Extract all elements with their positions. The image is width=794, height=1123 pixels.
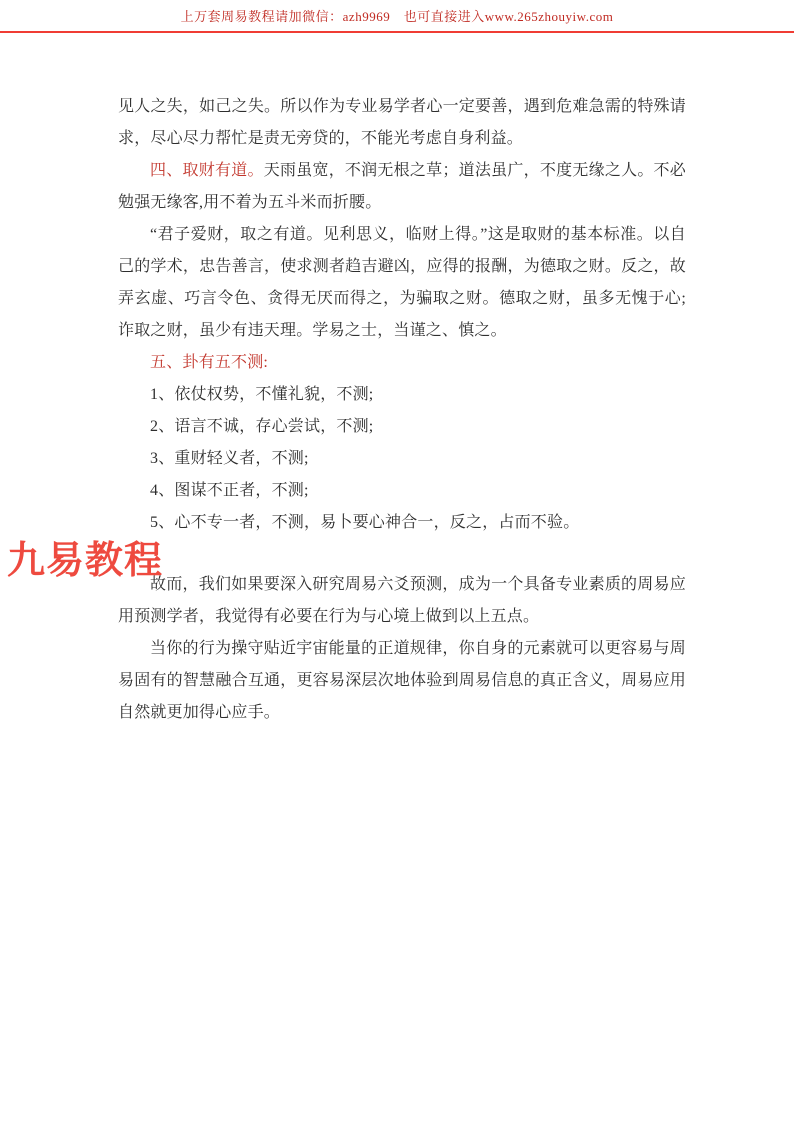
paragraph — [118, 633, 686, 729]
list-item — [118, 443, 686, 475]
paragraph — [118, 569, 686, 633]
list-item — [118, 379, 686, 411]
paragraph — [118, 91, 686, 155]
paragraph-text: 当你的行为操守贴近宇宙能量的正道规律，你自身的元素就可以更容易与周易固有的智慧融合互通，更容易深层次地体验到周易信息的真正含义，周易应用自然就更加得心应手。 — [118, 640, 686, 721]
list-item — [118, 475, 686, 507]
list-item — [118, 411, 686, 443]
paragraph-text: 天雨虽宽，不润无根之草；道法虽广，不度无缘之人。不必勉强无缘客,用不着为五斗米而折腰。 — [118, 162, 687, 211]
paragraph — [118, 347, 686, 379]
paragraph — [118, 219, 686, 347]
list-item-text: 5、心不专一者，不测，易卜要心神合一，反之，占而不验。 — [150, 514, 580, 531]
section-heading-5: 五、卦有五不测: — [150, 354, 269, 371]
paragraph-text: “君子爱财，取之有道。见利思义，临财上得。”这是取财的基本标准。以自己的学术，忠告善言，使求测者趋吉避凶，应得的报酬，为德取之财。反之，故弄玄虚、巧言令色、贪得无厌而得之，为骗取之财。德取之财，虽多无愧于心;诈取之财，虽少有违天理。学易之士，当谨之、慎之。 — [118, 226, 686, 339]
paragraph-text: 故而，我们如果要深入研究周易六爻预测，成为一个具备专业素质的周易应用预测学者，我觉得有必要在行为与心境上做到以上五点。 — [118, 576, 686, 625]
list-item-text: 2、语言不诚，存心尝试，不测; — [150, 418, 374, 435]
paragraph-text: 见人之失，如己之失。所以作为专业易学者心一定要善，遇到危难急需的特殊请求，尽心尽力帮忙是责无旁贷的，不能光考虑自身利益。 — [118, 98, 686, 147]
section-heading-4: 四、取财有道。 — [150, 162, 264, 179]
list-item — [118, 507, 686, 539]
list-item-text: 4、图谋不正者，不测; — [150, 482, 309, 499]
page-header-watermark-text: 上万套周易教程请加微信：azh9969 也可直接进入www.265zhouyiw.com — [180, 9, 614, 24]
list-item-text: 1、依仗权势，不懂礼貌，不测; — [150, 386, 374, 403]
paragraph — [118, 155, 686, 219]
brand-watermark: 九易教程 — [7, 540, 164, 582]
list-item-text: 3、重财轻义者，不测; — [150, 450, 309, 467]
